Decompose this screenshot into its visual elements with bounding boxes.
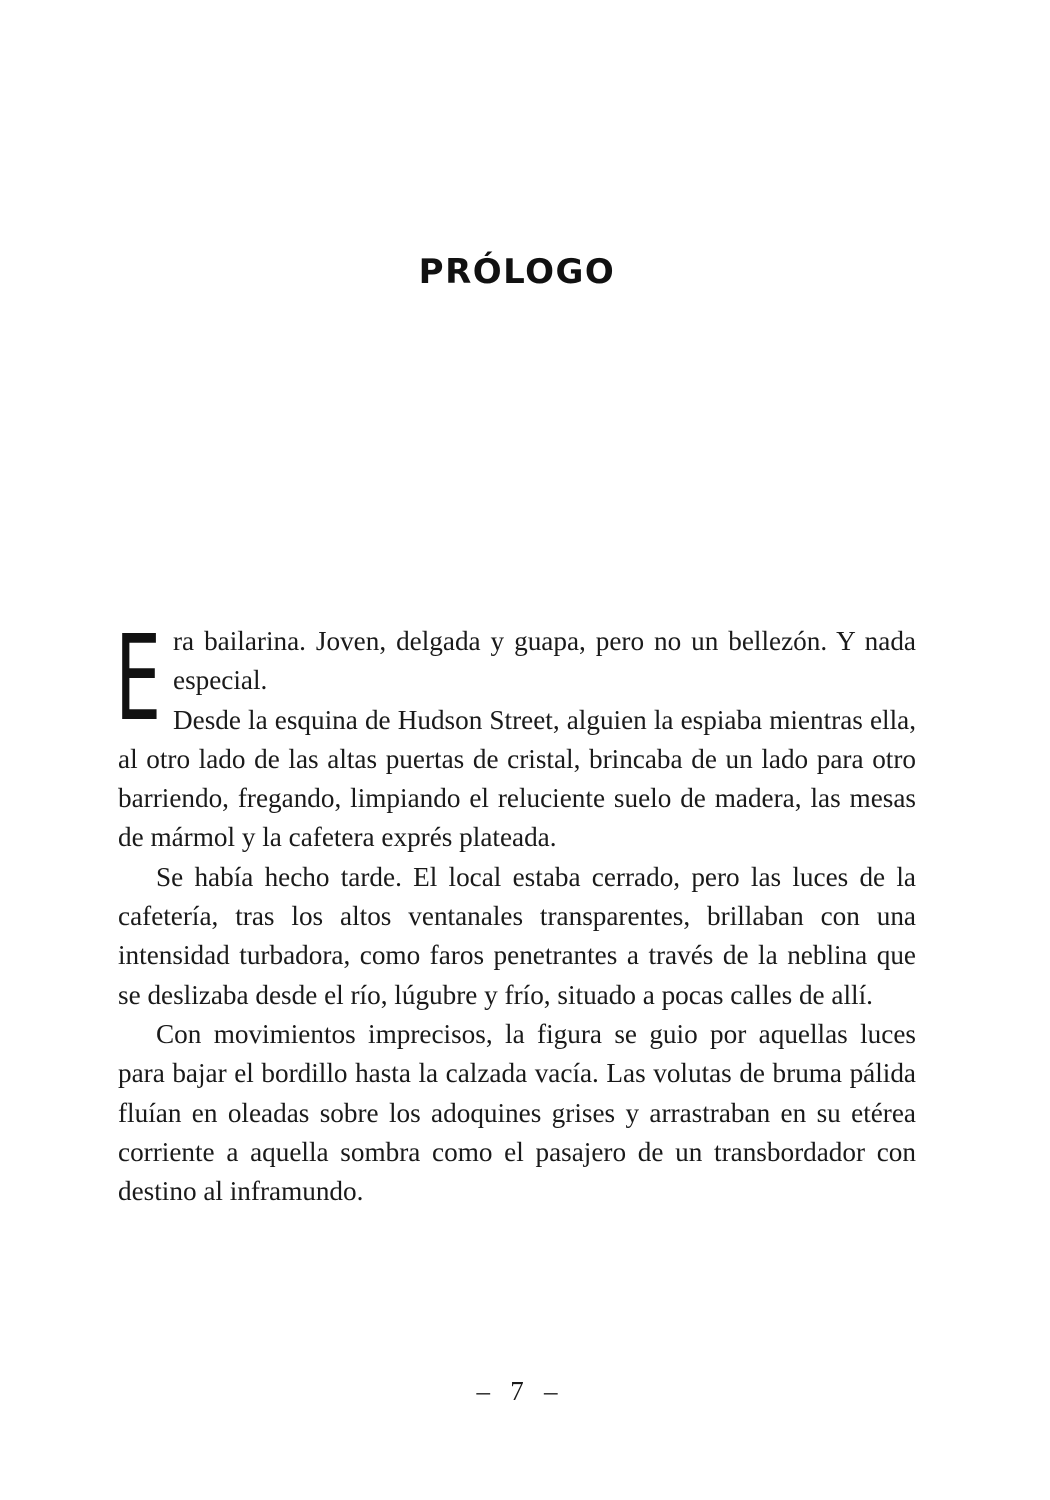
drop-cap: E [115, 609, 162, 747]
paragraph-1 [115, 609, 916, 747]
paragraph-4: Con movimientos imprecisos, la figura se guio por aquellas luces para bajar el bordillo hasta la calzada vacía. Las volutas de bruma pálida fluían en oleadas sobre los adoquines grises y arrastraban en su etérea corriente a aquella sombra como el pasajero de un transbordador con destino al inframundo. [118, 1018, 916, 1207]
chapter-body [115, 609, 916, 1211]
chapter-title: PRÓLOGO [418, 252, 616, 292]
paragraph-3: Se había hecho tarde. El local estaba cerrado, pero las luces de la cafetería, tras los altos ventanales transparentes, brillaban con una intensidad turbadora, como faros penetrantes a través de la neblina que se deslizaba desde el río, lúgubre y frío, situado a pocas calles de allí. [118, 861, 916, 1010]
page-number: – 7 – [476, 1376, 558, 1406]
paragraph-1-text: ra bailarina. Joven, delgada y guapa, pero no un bellezón. Y nada especial. [173, 626, 916, 696]
paragraph-2: Desde la esquina de Hudson Street, alguien la espiaba mientras ella, al otro lado de las altas puertas de cristal, brincaba de un lado para otro barriendo, fregando, limpiando el reluciente suelo de madera, las mesas de mármol y la cafetera exprés plateada. [118, 704, 916, 853]
